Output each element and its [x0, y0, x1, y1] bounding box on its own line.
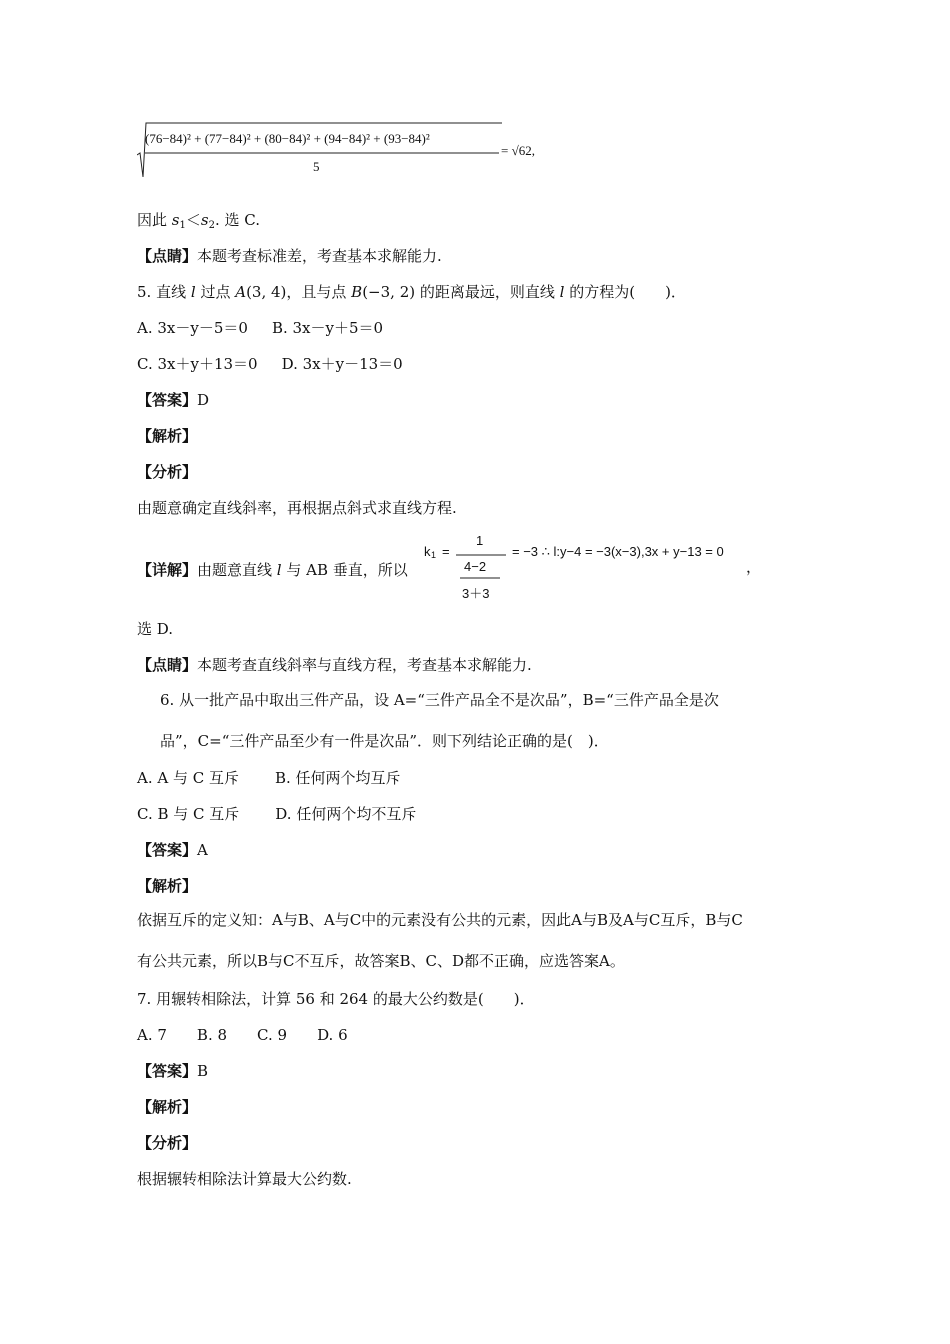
question-5-stem: 5. 直线 l 过点 A(3, 4)，且与点 B(−3, 2) 的距离最远，则直线 l 的方程为( )． [137, 283, 686, 301]
option-c: C. B 与 C 互斥 [137, 805, 240, 823]
question-6-stem-line1: 6. 从一批产品中取出三件产品，设 A=“三件产品全不是次品”，B=“三件产品全是次 [160, 691, 719, 709]
inner-fraction-bar [460, 577, 500, 579]
option-c: C. 9 [257, 1026, 288, 1044]
option-b: B. 8 [196, 1026, 228, 1044]
option-d: D. 3x＋y－13＝0 [281, 355, 403, 373]
formula-denominator: 5 [313, 159, 320, 174]
question-5-fenxi-text: 由题意确定直线斜率，再根据点斜式求直线方程. [137, 499, 457, 517]
question-5-note: 【点睛】本题考查直线斜率与直线方程，考查基本求解能力. [137, 656, 532, 674]
fraction-bar [456, 554, 506, 556]
question-7-analysis-heading: 【解析】 [137, 1098, 198, 1116]
option-a: A. A 与 C 互斥 [137, 769, 239, 787]
question-6-analysis-heading: 【解析】 [137, 877, 198, 895]
question-5-choice: 选 D. [137, 620, 174, 638]
question-6-analysis-line1: 依据互斥的定义知：A与B、A与C中的元素没有公共的元素，因此A与B及A与C互斥，B与C [137, 911, 743, 929]
option-c: C. 3x＋y＋13＝0 [137, 355, 258, 373]
std-dev-formula [137, 115, 567, 185]
option-a: A. 3x－y－5＝0 [137, 319, 248, 337]
option-d: D. 6 [317, 1026, 348, 1044]
question-5-answer: 【答案】D [137, 391, 210, 409]
formula-numerator: (76−84)² + (77−84)² + (80−84)² + (94−84)² + (93−84)² [145, 131, 430, 146]
question-5-analysis-heading: 【解析】 [137, 427, 198, 445]
question-7-stem: 7. 用辗转相除法，计算 56 和 264 的最大公约数是( )． [137, 990, 535, 1008]
question-5-fenxi-heading: 【分析】 [137, 463, 198, 481]
option-b: B. 3x－y＋5＝0 [271, 319, 384, 337]
question-6-stem-line2: 品”，C=“三件产品至少有一件是次品”．则下列结论正确的是( )． [160, 732, 609, 750]
option-d: D. 任何两个均不互斥 [275, 805, 417, 823]
question-6-answer: 【答案】A [137, 841, 208, 859]
question-5-options-ab [137, 318, 383, 338]
option-a: A. 7 [137, 1026, 167, 1044]
option-b: B. 任何两个均互斥 [274, 769, 401, 787]
conclusion-line: 因此 $s_1<s_2$. 选 C. [137, 211, 260, 231]
question-7-fenxi-heading: 【分析】 [137, 1134, 198, 1152]
question-7-answer: 【答案】B [137, 1062, 209, 1080]
question-7-fenxi-text: 根据辗转相除法计算最大公约数. [137, 1170, 352, 1188]
question-5-options-cd [137, 354, 403, 374]
slope-fraction: k 1 = 1 4−2 3＋3 = −3 ∴ l:y−4 = −3(x−3),3x + y−13 = 0 ， [424, 533, 762, 601]
question-6-analysis-line2: 有公共元素，所以B与C不互斥，故答案B、C、D都不正确，应选答案A。 [137, 952, 625, 970]
question-6-options-cd [137, 804, 416, 824]
note-line: 【点睛】本题考查标准差，考查基本求解能力. [137, 247, 442, 265]
question-7-options [137, 1025, 348, 1045]
formula-result: = √62, [501, 143, 535, 158]
question-6-options-ab [137, 768, 401, 788]
question-5-detail: 【详解】由题意直线 l 与 AB 垂直，所以 [137, 561, 408, 579]
